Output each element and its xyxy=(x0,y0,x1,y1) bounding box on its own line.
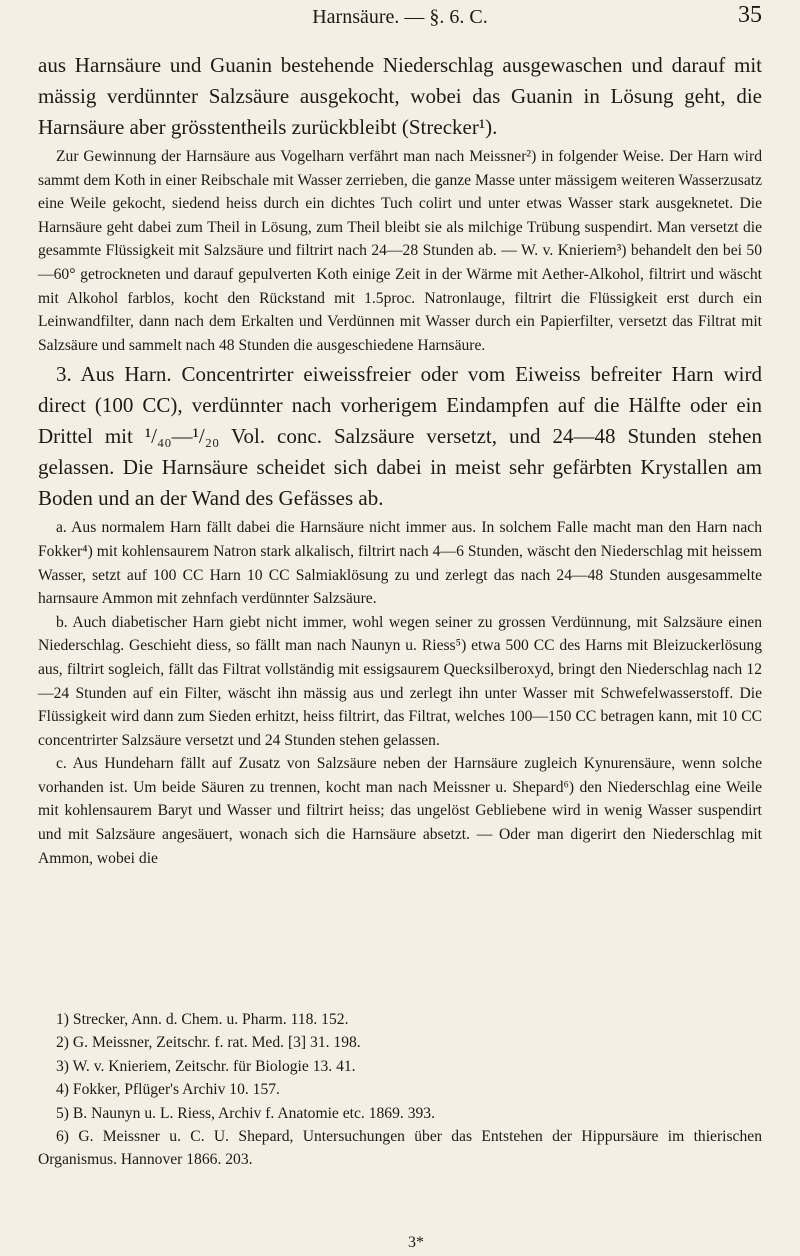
footnote xyxy=(38,1102,762,1125)
running-header xyxy=(38,2,762,36)
footnote-text: Strecker, Ann. d. Chem. u. Pharm. 118. 152. xyxy=(72,1011,349,1028)
main-text xyxy=(38,50,762,870)
footnote-mark: 5) xyxy=(56,1104,69,1122)
paragraph-6: c. Aus Hundeharn fällt auf Zusatz von Salzsäure neben der Harnsäure zugleich Kynurensäure, wenn solche vorhanden ist. Um beide Säuren zu trennen, kocht man nach Meissner u. Shepard⁶) den Niederschlag eine Weile mit kohlensaurem Baryt und Wasser und filtrirt heiss; das ungelöst Gebliebene wird in wenig Wasser suspendirt und mit Salzsäure angesäuert, wonach sich die Harnsäure absetzt. — Oder man digerirt den Niederschlag mit Ammon, wobei die xyxy=(38,755,762,867)
footnote xyxy=(38,1008,762,1031)
footnote-text: W. v. Knieriem, Zeitschr. für Biologie 13. 41. xyxy=(72,1057,356,1075)
footnote-mark: 6) xyxy=(56,1128,69,1146)
footnote xyxy=(38,1078,762,1101)
footnote-mark: 2) xyxy=(56,1034,69,1052)
page-number: 35 xyxy=(738,2,762,28)
book-page xyxy=(38,0,762,1256)
running-title: Harnsäure. — §. 6. C. xyxy=(312,6,488,28)
footnote xyxy=(38,1125,762,1172)
paragraph-5: b. Auch diabetischer Harn giebt nicht immer, wohl wegen seiner zu grossen Verdünnung, mit Salzsäure einen Niederschlag. Geschieht diess, so fällt man nach Naunyn u. Riess⁵) etwa 500 CC des Harns mit Bleizuckerlösung aus, filtrirt sogleich, fällt das Filtrat vollständig mit essigsaurem Quecksilberoxyd, bringt den Niederschlag nach 12—24 Stunden auf ein Filter, wäscht ihn mässig aus und zerlegt ihn unter Wasser mit Schwefelwasserstoff. Die Flüssigkeit wird dann zum Sieden erhitzt, heiss filtrirt, das Filtrat, welches 100—150 CC betragen kann, mit 10 CC concentrirter Salzsäure versetzt und 24 Stunden stehen gelassen. xyxy=(38,613,762,749)
footnote-text: G. Meissner, Zeitschr. f. rat. Med. [3] 31. 198. xyxy=(72,1034,361,1052)
footnote-text: Fokker, Pflüger's Archiv 10. 157. xyxy=(72,1081,280,1099)
footnotes xyxy=(38,1008,762,1172)
paragraph-1: aus Harnsäure und Guanin bestehende Niederschlag ausgewaschen und darauf mit mässig verdünnter Salzsäure ausgekocht, wobei das Guanin in Lösung geht, die Harnsäure aber grösstentheils zurückbleibt (Strecker¹). xyxy=(38,53,762,139)
signature-mark: 3* xyxy=(408,1234,424,1251)
paragraph-2: Zur Gewinnung der Harnsäure aus Vogelharn verfährt man nach Meissner²) in folgender Weise. Der Harn wird sammt dem Koth in einer Reibschale mit Wasser zerrieben, die ganze Masse unter mässigem weiteren Wasserzusatz eine Weile gekocht, siedend heiss durch ein dichtes Tuch colirt und unter etwas Wasser stark ausgeknetet. Die Harnsäure geht dabei zum Theil in Lösung, zum Theil bleibt sie als milchige Trübung suspendirt. Man versetzt die gesammte Flüssigkeit mit Salzsäure und filtrirt nach 24—28 Stunden ab. — W. v. Knieriem³) behandelt den bei 50—60° getrockneten und darauf gepulverten Koth einige Zeit in der Wärme mit Aether-Alkohol, filtrirt und wäscht mit Alkohol farblos, kocht den Rückstand mit 1.5proc. Natronlauge, filtrirt die Flüssigkeit erst durch ein Leinwandfilter, dann nach dem Erkalten und Verdünnen mit Wasser durch ein Papierfilter, versetzt das Filtrat mit Salzsäure und sammelt nach 48 Stunden die ausgeschiedene Harnsäure. xyxy=(38,148,762,354)
footnote-text: B. Naunyn u. L. Riess, Archiv f. Anatomie etc. 1869. 393. xyxy=(72,1104,435,1122)
footnote-mark: 3) xyxy=(56,1057,69,1075)
footnote-mark: 4) xyxy=(56,1081,69,1099)
footnote-mark: 1) xyxy=(56,1011,69,1028)
paragraph-3: 3. Aus Harn. Concentrirter eiweissfreier oder vom Eiweiss befreiter Harn wird direct (100 CC), verdünnter nach vorherigem Eindampfen auf die Hälfte oder ein Drittel mit ¹/₄₀—¹/₂₀ Vol. conc. Salzsäure versetzt, und 24—48 Stunden stehen gelassen. Die Harnsäure scheidet sich dabei in meist sehr gefärbten Krystallen am Boden und an der Wand des Gefässes ab. xyxy=(38,362,762,511)
footnote xyxy=(38,1031,762,1054)
paragraph-4: a. Aus normalem Harn fällt dabei die Harnsäure nicht immer aus. In solchem Falle macht man den Harn nach Fokker⁴) mit kohlensaurem Natron stark alkalisch, filtrirt nach 4—6 Stunden, wäscht den Niederschlag mit heissem Wasser, setzt auf 100 CC Harn 10 CC Salmiaklösung zu und zerlegt das nach 24—48 Stunden ausgesammelte harnsaure Ammon mit zehnfach verdünnter Salzsäure. xyxy=(38,519,762,608)
footnote-text: G. Meissner u. C. U. Shepard, Untersuchungen über das Entstehen der Hippursäure im thierischen Organismus. Hannover 1866. 203. xyxy=(38,1128,762,1169)
footnote xyxy=(38,1055,762,1078)
